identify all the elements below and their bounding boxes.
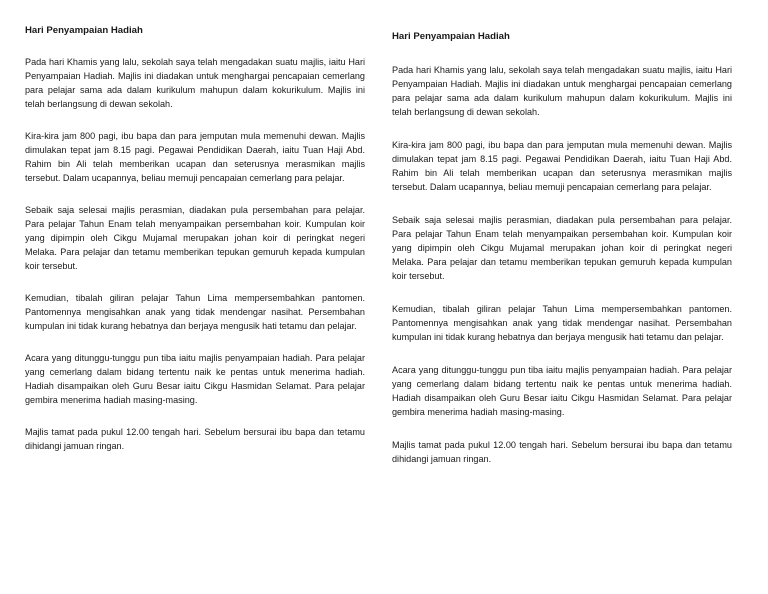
essay-paragraph: Majlis tamat pada pukul 12.00 tengah hari. Sebelum bersurai ibu bapa dan tetamu dihidangi jamuan ringan. <box>392 440 732 464</box>
essay-paragraph: Acara yang ditunggu-tunggu pun tiba iaitu majlis penyampaian hadiah. Para pelajar yang cemerlang dalam bidang tertentu naik ke pentas untuk menerima hadiah. Hadiah disampaikan oleh Guru Besar iaitu Cikgu Hasmidan Selamat. Para pelajar gembira menerima hadiah masing-masing. <box>25 353 365 405</box>
essay-paragraph: Acara yang ditunggu-tunggu pun tiba iaitu majlis penyampaian hadiah. Para pelajar yang cemerlang dalam bidang tertentu naik ke pentas untuk menerima hadiah. Hadiah disampaikan oleh Guru Besar iaitu Cikgu Hasmidan Selamat. Para pelajar gembira menerima hadiah masing-masing. <box>392 365 732 417</box>
essay-title: Hari Penyampaian Hadiah <box>25 25 143 36</box>
essay-paragraph: Pada hari Khamis yang lalu, sekolah saya telah mengadakan suatu majlis, iaitu Hari Penyampaian Hadiah. Majlis ini diadakan untuk menghargai pencapaian cemerlang para pelajar sama ada dalam kurikulum mahupun dalam kokurikulum. Majlis ini telah berlangsung di dewan sekolah. <box>25 57 365 109</box>
essay-paragraph: Sebaik saja selesai majlis perasmian, diadakan pula persembahan para pelajar. Para pelajar Tahun Enam telah menyampaikan persembahan koir. Kumpulan koir yang dipimpin oleh Cikgu Mujamal merupakan johan koir di peringkat negeri Melaka. Para pelajar dan tetamu memberikan tepukan gemuruh kepada kumpulan koir tersebut. <box>25 205 365 271</box>
essay-paragraph: Kemudian, tibalah giliran pelajar Tahun Lima mempersembahkan pantomen. Pantomennya mengisahkan anak yang tidak mendengar nasihat. Persembahan kumpulan ini tidak kurang hebatnya dan berjaya mengusik hati tetamu dan pelajar. <box>25 293 365 331</box>
essay-paragraph: Kira-kira jam 800 pagi, ibu bapa dan para jemputan mula memenuhi dewan. Majlis dimulakan tepat jam 8.15 pagi. Pegawai Pendidikan Daerah, iaitu Tuan Haji Abd. Rahim bin Ali telah memberikan ucapan dan seterusnya merasmikan majlis tersebut. Dalam ucapannya, beliau memuji pencapaian cemerlang para pelajar. <box>25 131 365 183</box>
essay-paragraph: Kemudian, tibalah giliran pelajar Tahun Lima mempersembahkan pantomen. Pantomennya mengisahkan anak yang tidak mendengar nasihat. Persembahan kumpulan ini tidak kurang hebatnya dan berjaya mengusik hati tetamu dan pelajar. <box>392 304 732 342</box>
essay-paragraph: Majlis tamat pada pukul 12.00 tengah hari. Sebelum bersurai ibu bapa dan tetamu dihidangi jamuan ringan. <box>25 427 365 451</box>
essay-paragraph: Sebaik saja selesai majlis perasmian, diadakan pula persembahan para pelajar. Para pelajar Tahun Enam telah menyampaikan persembahan koir. Kumpulan koir yang dipimpin oleh Cikgu Mujamal merupakan johan koir di peringkat negeri Melaka. Para pelajar dan tetamu memberikan tepukan gemuruh kepada kumpulan koir tersebut. <box>392 215 732 281</box>
essay-column-right <box>392 31 732 485</box>
essay-paragraph: Kira-kira jam 800 pagi, ibu bapa dan para jemputan mula memenuhi dewan. Majlis dimulakan tepat jam 8.15 pagi. Pegawai Pendidikan Daerah, iaitu Tuan Haji Abd. Rahim bin Ali telah memberikan ucapan dan seterusnya merasmikan majlis tersebut. Dalam ucapannya, beliau memuji pencapaian cemerlang para pelajar. <box>392 140 732 192</box>
essay-column-left <box>25 25 365 471</box>
essay-paragraph: Pada hari Khamis yang lalu, sekolah saya telah mengadakan suatu majlis, iaitu Hari Penyampaian Hadiah. Majlis ini diadakan untuk menghargai pencapaian cemerlang para pelajar sama ada dalam kurikulum mahupun dalam kokurikulum. Majlis ini telah berlangsung di dewan sekolah. <box>392 65 732 117</box>
essay-title: Hari Penyampaian Hadiah <box>392 31 510 42</box>
